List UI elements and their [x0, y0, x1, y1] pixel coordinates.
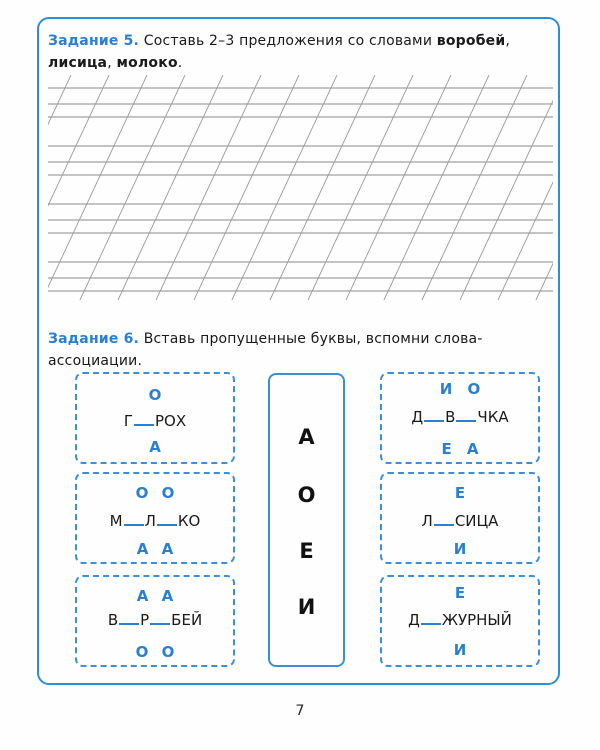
- slant-guide-line: [118, 75, 223, 300]
- card-word: Г РОХ: [123, 412, 187, 430]
- slant-guide-line: [498, 75, 553, 300]
- card-word: Д В ЧКА: [411, 408, 509, 426]
- task5-word-milk: молоко: [116, 55, 178, 71]
- card-bottom-letters: И: [453, 641, 467, 659]
- card-word: М Л КО: [109, 512, 201, 530]
- letter-gap[interactable]: [157, 523, 177, 526]
- card-top-letters: А А: [136, 587, 174, 605]
- letters-column: [268, 373, 345, 667]
- card-word: В Р БЕЙ: [107, 611, 203, 629]
- task5-instruction: Задание 5. Составь 2–3 предложения со словами воробей, лисица, молоко.: [48, 33, 511, 71]
- letter-gap[interactable]: [150, 622, 170, 625]
- slant-guide-line: [270, 75, 375, 300]
- slant-guide-line: [156, 75, 261, 300]
- card-word: Л СИЦА: [421, 512, 499, 530]
- task5-text: Составь 2–3 предложения со словами: [143, 33, 433, 49]
- slant-guide-line: [48, 75, 71, 300]
- column-letter-a: А: [298, 425, 315, 449]
- letter-gap[interactable]: [119, 622, 139, 625]
- slant-guide-line: [460, 75, 553, 300]
- column-letter-e: Е: [299, 539, 314, 563]
- card-bottom-letters: И: [453, 540, 467, 558]
- card-top-letters: О О: [135, 484, 175, 502]
- task6-label: Задание 6.: [48, 331, 140, 347]
- card-right-3[interactable]: [380, 575, 540, 667]
- slant-guide-line: [194, 75, 299, 300]
- slant-guide-line: [232, 75, 337, 300]
- card-left-1[interactable]: [75, 372, 235, 464]
- card-bottom-letters: Е А: [441, 440, 479, 458]
- task6-instruction: [48, 328, 553, 372]
- card-right-1[interactable]: [380, 372, 540, 464]
- card-top-letters: Е: [454, 484, 466, 502]
- slant-guide-line: [422, 75, 527, 300]
- card-top-letters: О: [148, 386, 162, 404]
- card-top-letters: Е: [454, 584, 466, 602]
- task6-text-2: ассоциации.: [48, 353, 143, 369]
- slant-guide-line: [48, 75, 109, 300]
- task5-label: Задание 5.: [48, 33, 140, 49]
- task5-word-fox: лисица: [48, 55, 108, 71]
- slant-guide-line: [80, 75, 185, 300]
- card-bottom-letters: А: [149, 438, 161, 456]
- card-right-2[interactable]: [380, 472, 540, 564]
- column-letter-i: И: [297, 595, 316, 619]
- letter-gap[interactable]: [421, 622, 441, 625]
- writing-lines[interactable]: [48, 75, 553, 300]
- letter-gap[interactable]: [134, 423, 154, 426]
- task6-text: Вставь пропущенные буквы, вспомни слова-: [143, 331, 483, 347]
- column-letter-o: О: [297, 483, 316, 507]
- card-left-2[interactable]: [75, 472, 235, 564]
- page-number: 7: [295, 703, 305, 719]
- task5-word-sparrow: воробей: [436, 33, 506, 49]
- card-bottom-letters: О О: [135, 643, 175, 661]
- card-left-3[interactable]: [75, 575, 235, 667]
- letter-gap[interactable]: [424, 419, 444, 422]
- letter-gap[interactable]: [456, 419, 476, 422]
- card-bottom-letters: А А: [136, 540, 174, 558]
- slant-guide-line: [346, 75, 451, 300]
- letter-gap[interactable]: [124, 523, 144, 526]
- slant-guide-line: [384, 75, 489, 300]
- slant-guide-line: [308, 75, 413, 300]
- letter-gap[interactable]: [434, 523, 454, 526]
- card-word: Д ЖУРНЫЙ: [408, 611, 512, 629]
- card-top-letters: И О: [439, 380, 481, 398]
